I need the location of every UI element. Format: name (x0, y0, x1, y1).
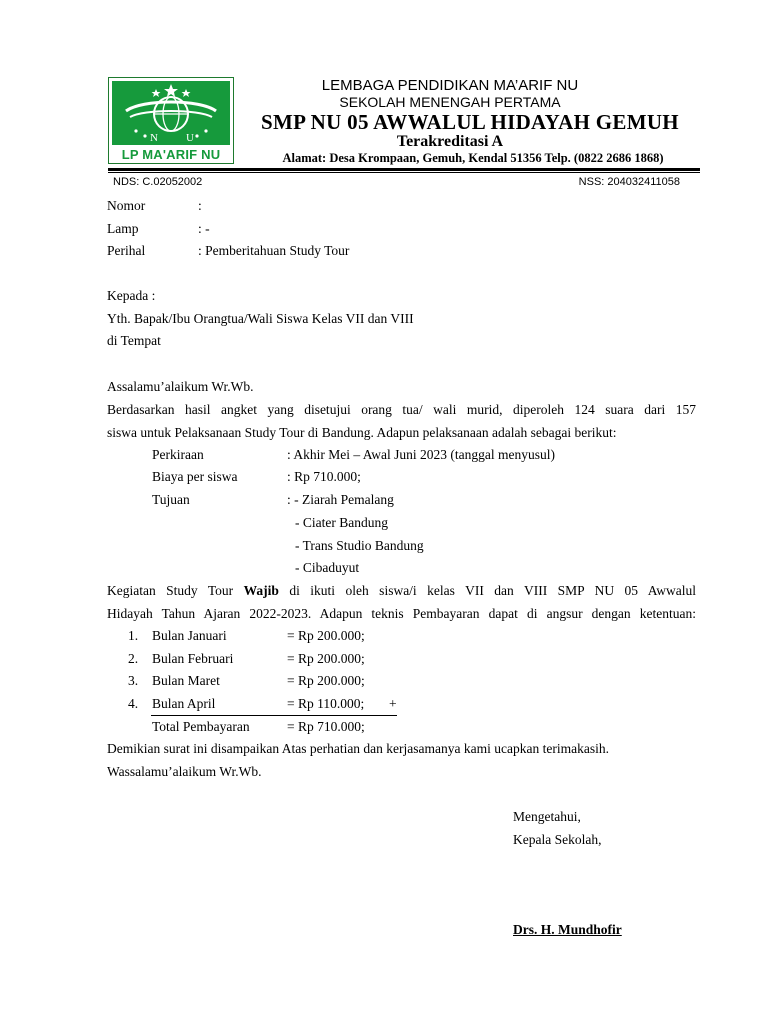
payment-num: 3. (128, 673, 139, 688)
field-label-nomor: Nomor (107, 198, 146, 213)
destination-item: - Cibaduyut (295, 560, 360, 575)
letterhead-school-name: SMP NU 05 AWWALUL HIDAYAH GEMUH (261, 110, 679, 134)
payment-month: Bulan April (152, 696, 216, 711)
detail-value-biaya: : Rp 710.000; (287, 469, 361, 484)
logo-emblem (112, 81, 230, 145)
detail-label-perkiraan: Perkiraan (152, 447, 204, 462)
activity-pre: Kegiatan Study Tour (107, 583, 244, 598)
signature-title: Kepala Sekolah, (513, 832, 602, 847)
activity-post: di ikuti oleh siswa/i kelas VII dan VIII SMP NU 05 Awwalul (278, 583, 696, 598)
payment-num: 1. (128, 628, 139, 643)
recipient-kepada: Kepada : (107, 288, 156, 303)
letterhead-rule-thick (108, 168, 700, 171)
payment-month: Bulan Januari (152, 628, 227, 643)
detail-label-tujuan: Tujuan (152, 492, 190, 507)
payment-amount: = Rp 200.000; (287, 673, 365, 688)
field-value-nomor: : (198, 198, 202, 213)
field-value-perihal: : Pemberitahuan Study Tour (198, 243, 350, 258)
nss-number: NSS: 204032411058 (578, 176, 680, 188)
field-label-perihal: Perihal (107, 243, 146, 258)
closing-line-1: Demikian surat ini disampaikan Atas perhatian dan kerjasamanya kami ucapkan terimakasih. (107, 741, 609, 756)
closing-line-2: Wassalamu’alaikum Wr.Wb. (107, 764, 262, 779)
logo-letter-u: U (186, 132, 194, 144)
payment-amount: = Rp 110.000; (287, 696, 365, 711)
payment-num: 2. (128, 651, 139, 666)
letterhead-address: Alamat: Desa Krompaan, Gemuh, Kendal 51356 Telp. (0822 2686 1868) (282, 151, 664, 165)
letterhead-institution: LEMBAGA PENDIDIKAN MA’ARIF NU (321, 77, 579, 94)
detail-value-tujuan: : - Ziarah Pemalang (287, 492, 394, 507)
activity-line-1 (107, 583, 696, 599)
recipient-addressee: Yth. Bapak/Ibu Orangtua/Wali Siswa Kelas VII dan VIII (107, 311, 414, 326)
payment-amount: = Rp 200.000; (287, 651, 365, 666)
detail-label-biaya: Biaya per siswa (152, 469, 238, 484)
letterhead-accreditation: Terakreditasi A (396, 133, 504, 150)
field-label-lamp: Lamp (107, 221, 139, 236)
letterhead-level: SEKOLAH MENENGAH PERTAMA (339, 94, 561, 110)
destination-item: - Trans Studio Bandung (295, 538, 424, 553)
letterhead-rule-thin (108, 172, 700, 173)
field-value-lamp: : - (198, 221, 210, 236)
detail-value-perkiraan: : Akhir Mei – Awal Juni 2023 (tanggal menyusul) (287, 447, 555, 462)
sum-plus-sign: + (389, 696, 397, 711)
destination-item: - Ciater Bandung (295, 515, 388, 530)
activity-line-2: Hidayah Tahun Ajaran 2022-2023. Adapun teknis Pembayaran dapat di angsur dengan ketentuan: (107, 606, 696, 621)
recipient-place: di Tempat (107, 333, 161, 348)
total-amount: = Rp 710.000; (287, 719, 365, 734)
signature-name: Drs. H. Mundhofir (513, 922, 622, 937)
payment-num: 4. (128, 696, 139, 711)
school-logo (108, 77, 234, 164)
activity-bold-wajib: Wajib (243, 583, 279, 598)
intro-line-2: siswa untuk Pelaksanaan Study Tour di Bandung. Adapun pelaksanaan adalah sebagai berikut: (107, 425, 617, 440)
total-label: Total Pembayaran (152, 719, 250, 734)
logo-text: LP MA'ARIF NU (121, 147, 221, 162)
payment-amount: = Rp 200.000; (287, 628, 365, 643)
payment-month: Bulan Februari (152, 651, 234, 666)
logo-letter-n: N (150, 132, 158, 144)
nu-globe-icon (112, 81, 230, 145)
greeting: Assalamu’alaikum Wr.Wb. (107, 379, 254, 394)
intro-line-1: Berdasarkan hasil angket yang disetujui orang tua/ wali murid, diperoleh 124 suara dari 157 (107, 402, 696, 417)
signature-acknowledged: Mengetahui, (513, 809, 581, 824)
sum-underline (151, 715, 397, 716)
nds-number: NDS: C.02052002 (113, 176, 203, 188)
payment-month: Bulan Maret (152, 673, 220, 688)
